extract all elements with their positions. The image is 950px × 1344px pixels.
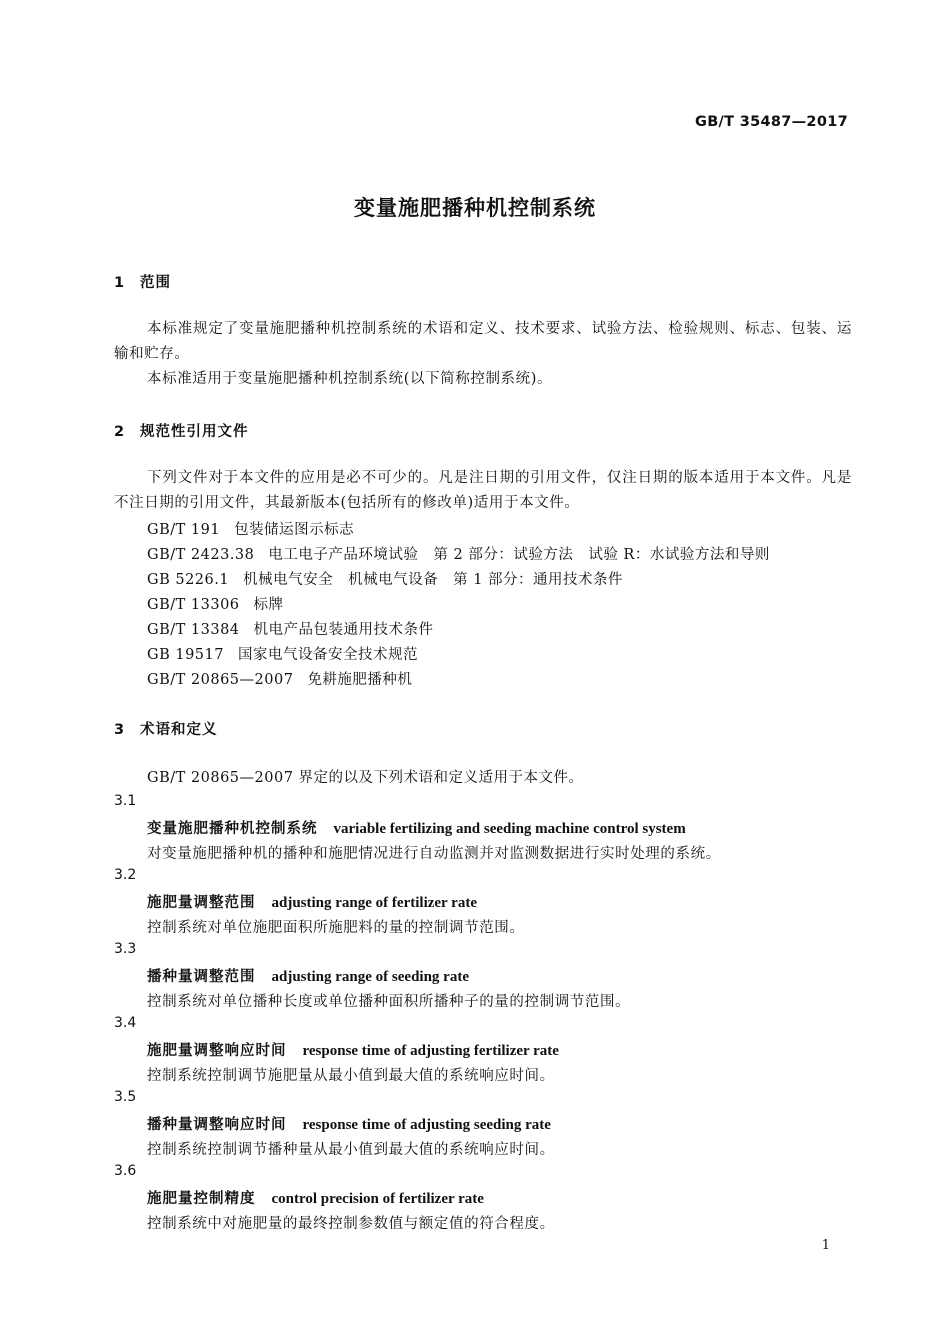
- term-definition: 控制系统中对施肥量的最终控制参数值与额定值的符合程度。: [147, 1216, 555, 1232]
- reference-code: GB/T 13384: [147, 622, 240, 638]
- term-definition: 控制系统控制调节播种量从最小值到最大值的系统响应时间。: [147, 1142, 555, 1158]
- reference-item: [147, 568, 623, 589]
- reference-code: GB/T 191: [147, 522, 221, 538]
- reference-item: [147, 668, 412, 689]
- term-number: 3.2: [114, 867, 137, 883]
- term-name-zh: 变量施肥播种机控制系统: [147, 821, 318, 837]
- section-heading-terms: [114, 718, 218, 739]
- reference-code: GB 19517: [147, 647, 224, 663]
- term-name-en: adjusting range of seeding rate: [271, 969, 469, 985]
- term-name-en: adjusting range of fertilizer rate: [271, 895, 477, 911]
- term-name: [147, 891, 477, 912]
- standard-code: GB/T 35487—2017: [695, 114, 848, 130]
- reference-code: GB 5226.1: [147, 572, 230, 588]
- term-name: [147, 965, 469, 986]
- section-title: 术语和定义: [140, 722, 218, 738]
- reference-title: 包装储运图示标志: [234, 522, 355, 538]
- section-title: 范围: [140, 275, 171, 291]
- reference-title: 机电产品包装通用技术条件: [253, 622, 434, 638]
- reference-item: [147, 643, 418, 664]
- page-number: 1: [821, 1238, 830, 1253]
- term-name: [147, 1187, 484, 1208]
- term-name-en: response time of adjusting seeding rate: [302, 1117, 551, 1133]
- term-definition: 控制系统对单位播种长度或单位播种面积所播种子的量的控制调节范围。: [147, 994, 631, 1010]
- term-name: [147, 1039, 559, 1060]
- term-name: [147, 1113, 551, 1134]
- term-definition: 控制系统对单位施肥面积所施肥料的量的控制调节范围。: [147, 920, 525, 936]
- reference-code: GB/T 2423.38: [147, 547, 255, 563]
- term-number: 3.1: [114, 793, 137, 809]
- reference-code: GB/T 20865—2007: [147, 672, 294, 688]
- reference-item: [147, 618, 434, 639]
- section-number: 1: [114, 275, 126, 291]
- term-number: 3.6: [114, 1163, 137, 1179]
- term-name-zh: 施肥量调整响应时间: [147, 1043, 287, 1059]
- term-name-en: variable fertilizing and seeding machine control system: [333, 821, 686, 837]
- term-name-zh: 施肥量控制精度: [147, 1191, 256, 1207]
- scope-paragraph-2: 本标准适用于变量施肥播种机控制系统(以下简称控制系统)。: [147, 371, 553, 387]
- section-number: 3: [114, 722, 126, 738]
- scope-paragraph-1: 本标准规定了变量施肥播种机控制系统的术语和定义、技术要求、试验方法、检验规则、标志、包装、运输和贮存。: [114, 321, 852, 362]
- reference-item: [147, 543, 770, 564]
- term-name: [147, 817, 686, 838]
- term-definition: 控制系统控制调节施肥量从最小值到最大值的系统响应时间。: [147, 1068, 555, 1084]
- references-intro: 下列文件对于本文件的应用是必不可少的。凡是注日期的引用文件，仅注日期的版本适用于本文件。凡是不注日期的引用文件，其最新版本(包括所有的修改单)适用于本文件。: [114, 470, 852, 511]
- section-heading-scope: [114, 271, 171, 292]
- section-number: 2: [114, 424, 126, 440]
- term-number: 3.4: [114, 1015, 137, 1031]
- document-title: 变量施肥播种机控制系统: [354, 196, 596, 220]
- term-number: 3.3: [114, 941, 137, 957]
- reference-code: GB/T 13306: [147, 597, 240, 613]
- term-definition: 对变量施肥播种机的播种和施肥情况进行自动监测并对监测数据进行实时处理的系统。: [147, 846, 721, 862]
- reference-title: 电工电子产品环境试验 第 2 部分：试验方法 试验 R：水试验方法和导则: [268, 547, 770, 563]
- term-name-zh: 施肥量调整范围: [147, 895, 256, 911]
- reference-item: [147, 518, 354, 539]
- reference-title: 标牌: [253, 597, 284, 613]
- term-number: 3.5: [114, 1089, 137, 1105]
- term-name-zh: 播种量调整响应时间: [147, 1117, 287, 1133]
- section-heading-normative-references: [114, 420, 249, 441]
- section-title: 规范性引用文件: [140, 424, 249, 440]
- term-name-zh: 播种量调整范围: [147, 969, 256, 985]
- reference-title: 免耕施肥播种机: [307, 672, 413, 688]
- reference-item: [147, 593, 284, 614]
- term-name-en: control precision of fertilizer rate: [271, 1191, 484, 1207]
- reference-title: 机械电气安全 机械电气设备 第 1 部分：通用技术条件: [243, 572, 624, 588]
- term-name-en: response time of adjusting fertilizer rate: [302, 1043, 559, 1059]
- terms-intro: GB/T 20865—2007 界定的以及下列术语和定义适用于本文件。: [147, 770, 584, 786]
- reference-title: 国家电气设备安全技术规范: [237, 647, 418, 663]
